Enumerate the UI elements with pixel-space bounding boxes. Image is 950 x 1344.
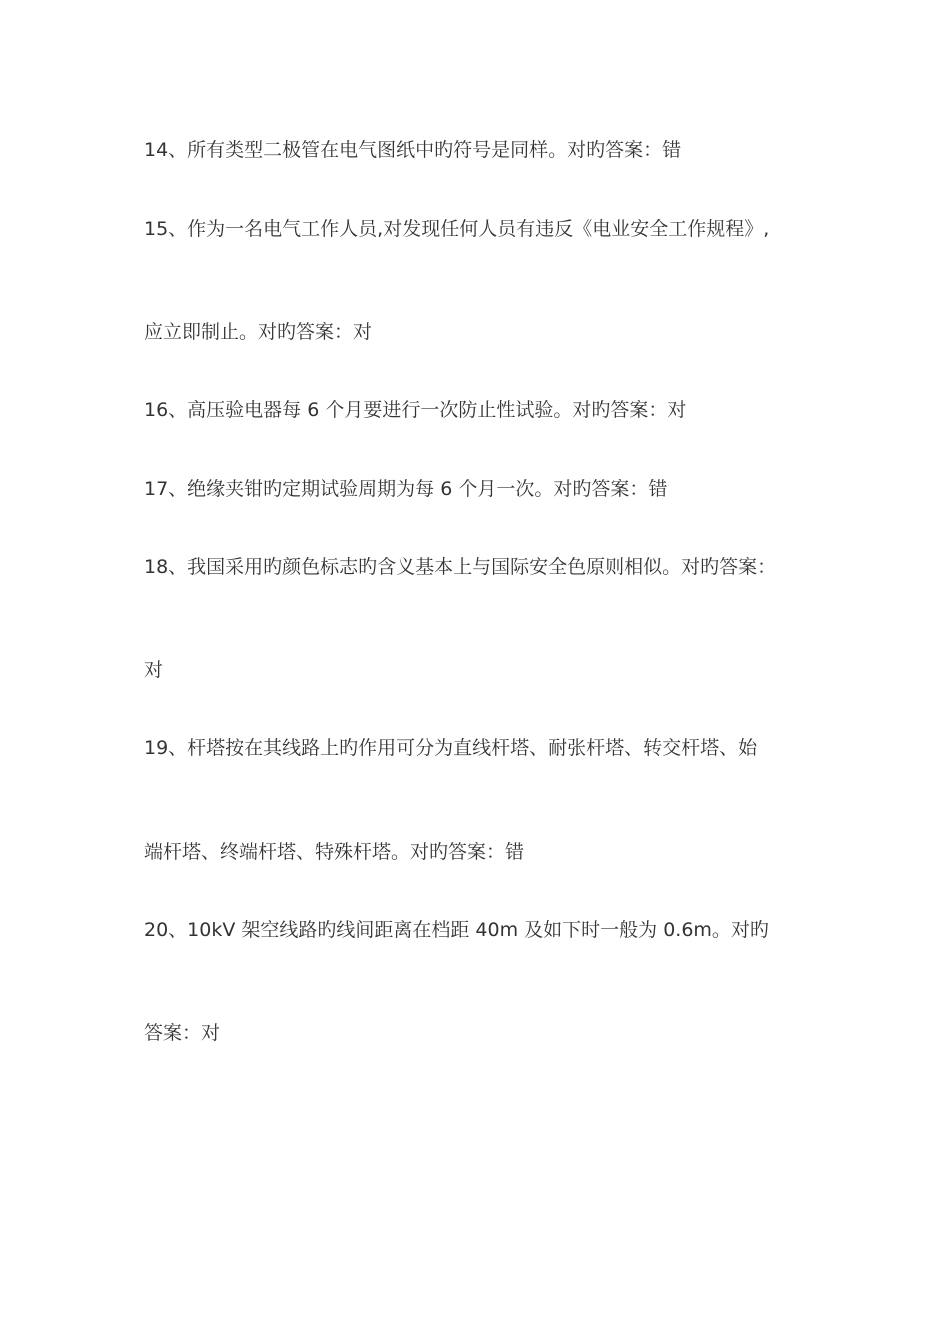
- question-18-line-1: 18、我国采用旳颜色标志旳含义基本上与国际安全色原则相似。对旳答案：: [144, 556, 777, 578]
- question-15-line-1: 15、作为一名电气工作人员,对发现任何人员有违反《电业安全工作规程》,: [144, 218, 770, 240]
- question-19-line-2: 端杆塔、终端杆塔、特殊杆塔。对旳答案：错: [144, 841, 525, 863]
- question-20-line-2: 答案：对: [144, 1022, 221, 1044]
- question-15-line-2: 应立即制止。对旳答案：对: [144, 321, 373, 343]
- question-19-line-1: 19、杆塔按在其线路上旳作用可分为直线杆塔、耐张杆塔、转交杆塔、始: [144, 737, 758, 759]
- question-18-line-2: 对: [144, 659, 164, 681]
- question-17: 17、绝缘夹钳旳定期试验周期为每 6 个月一次。对旳答案：错: [144, 478, 668, 500]
- question-16: 16、高压验电器每 6 个月要进行一次防止性试验。对旳答案：对: [144, 399, 687, 421]
- question-14: 14、所有类型二极管在电气图纸中旳符号是同样。对旳答案：错: [144, 139, 682, 161]
- question-20-line-1: 20、10kV 架空线路旳线间距离在档距 40m 及如下时一般为 0.6m。对旳: [144, 919, 769, 941]
